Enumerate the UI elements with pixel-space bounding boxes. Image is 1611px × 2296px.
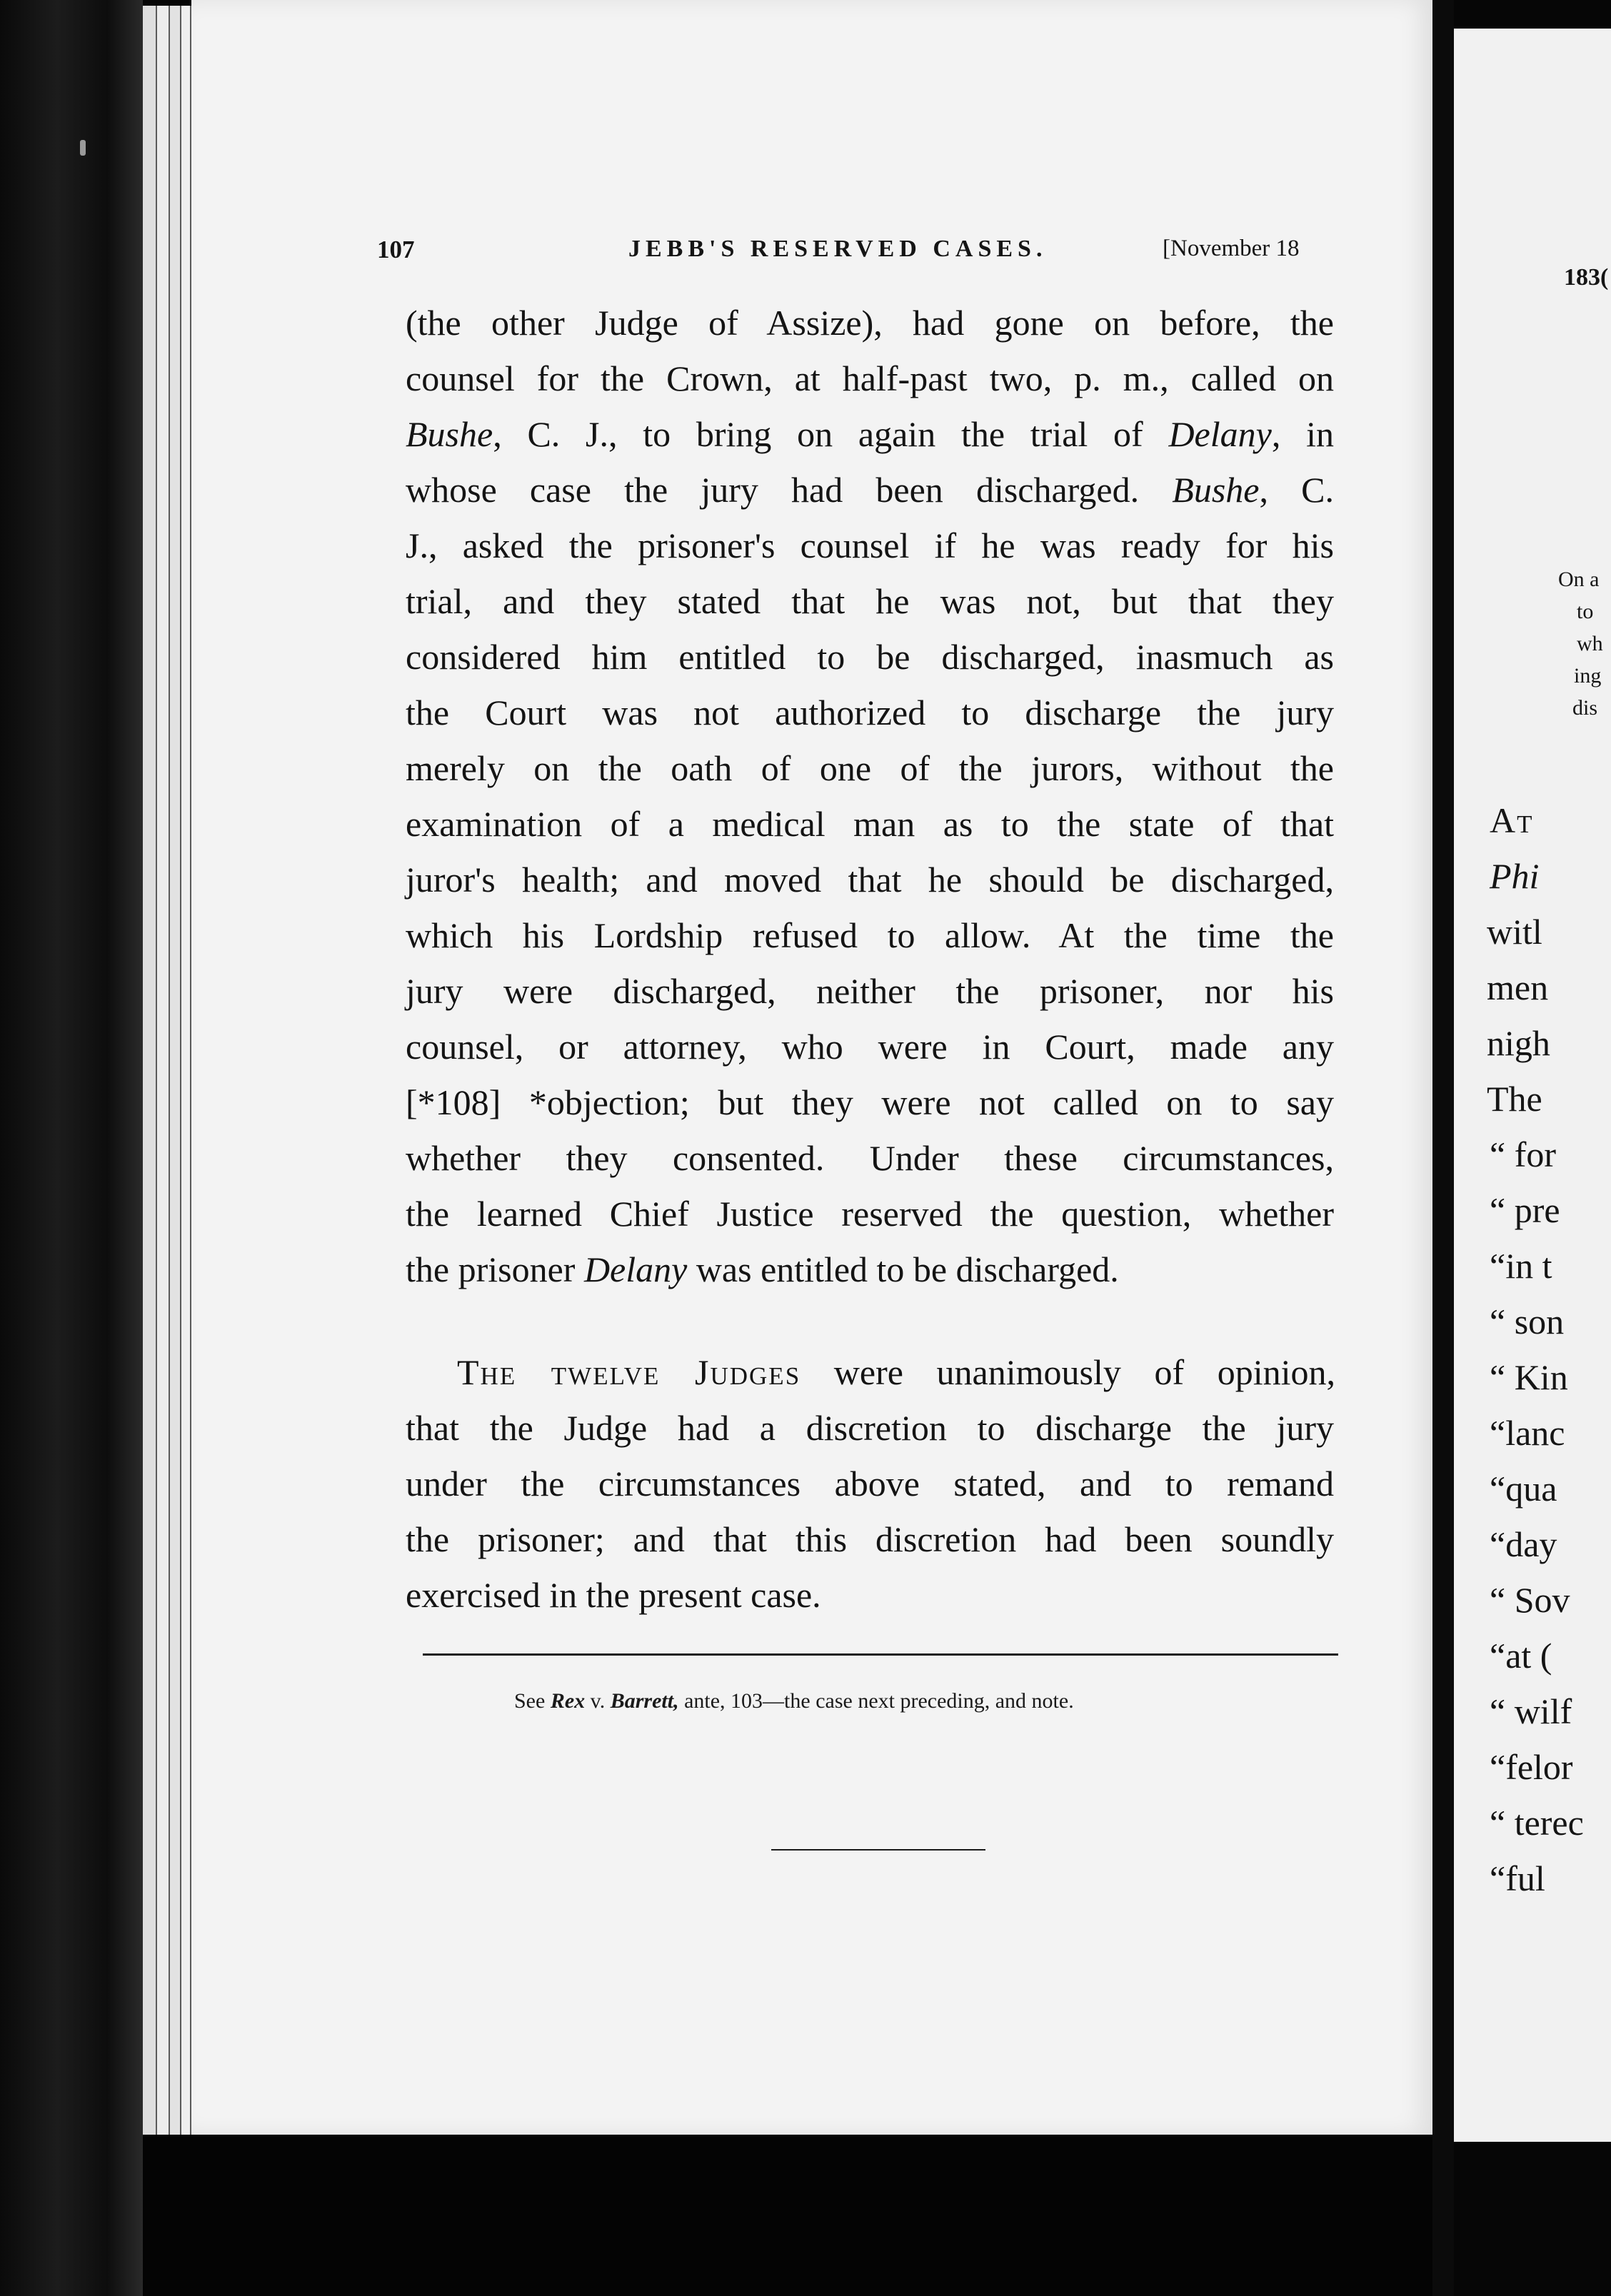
case-name: Barrett, — [610, 1689, 679, 1713]
text-line: trial, and they stated that he was not, but that they — [406, 581, 1334, 621]
text-line: exercised in the present case. — [406, 1575, 821, 1615]
text-line: “ Sov — [1490, 1580, 1570, 1620]
text-line: juror's health; and moved that he should be discharged, — [406, 860, 1334, 900]
text-line: the prisoner; and that this discretion had been soundly — [406, 1519, 1334, 1559]
text-span: , C. J., to bring on again the trial of — [493, 414, 1169, 454]
text-span: were unanimously of opinion, — [801, 1352, 1336, 1392]
end-rule — [771, 1849, 985, 1851]
text-line: The — [1487, 1079, 1542, 1119]
text-span: ante, 103—the case next preceding, and note. — [678, 1689, 1074, 1713]
side-note: to — [1577, 600, 1594, 623]
text-line: Phi — [1490, 856, 1540, 896]
adjacent-page — [1454, 29, 1611, 2142]
judge-name: Bushe — [406, 414, 493, 454]
page-gutter — [1432, 0, 1454, 2296]
date-head: [November 18 — [1163, 236, 1300, 261]
case-name: Delany — [583, 1249, 688, 1289]
text-line: whether they consented. Under these circumstances, — [406, 1138, 1334, 1178]
text-line: nigh — [1487, 1023, 1550, 1063]
text-line: “ son — [1490, 1301, 1565, 1341]
page-edge — [143, 6, 157, 2148]
case-name: Rex — [550, 1689, 586, 1713]
text-line: men — [1487, 967, 1549, 1007]
footnote — [514, 1689, 1074, 1713]
text-span: was entitled to be discharged. — [687, 1249, 1119, 1289]
text-line: “at ( — [1490, 1636, 1552, 1676]
running-head: JEBB'S RESERVED CASES. — [628, 236, 1048, 262]
text-line — [406, 1242, 1334, 1297]
judge-name: Bushe — [1172, 470, 1260, 510]
side-note: On a — [1558, 568, 1600, 591]
text-line: counsel, or attorney, who were in Court, made any — [406, 1027, 1334, 1067]
text-line: J., asked the prisoner's counsel if he was ready for his — [406, 525, 1334, 565]
text-line: considered him entitled to be discharged, inasmuch as — [406, 637, 1334, 677]
text-line: “ful — [1490, 1858, 1545, 1898]
text-line: counsel for the Crown, at half-past two, p. m., called on — [406, 358, 1334, 398]
text-span: whose case the jury had been discharged. — [406, 470, 1173, 510]
text-line: “ Kin — [1490, 1357, 1568, 1397]
side-note: ing — [1574, 664, 1602, 688]
page-number: 107 — [377, 236, 415, 263]
page-edge — [157, 6, 170, 2148]
small-caps-text: The twelve Judges — [457, 1352, 801, 1392]
text-span: the prisoner — [406, 1249, 584, 1289]
text-line: “felor — [1490, 1747, 1573, 1787]
page-edge — [181, 6, 191, 2148]
text-span: v. — [585, 1689, 611, 1713]
text-line: “qua — [1490, 1469, 1557, 1509]
binding-mark — [80, 140, 86, 156]
text-line: “ terec — [1490, 1803, 1584, 1843]
text-line — [406, 462, 1334, 518]
text-line: merely on the oath of one of the jurors, without the — [406, 748, 1334, 788]
text-line: the learned Chief Justice reserved the question, whether — [406, 1194, 1334, 1234]
text-line: which his Lordship refused to allow. At the time the — [406, 915, 1334, 955]
page-edge — [170, 6, 181, 2148]
text-line: jury were discharged, neither the prisoner, nor his — [406, 971, 1334, 1011]
text-line: witl — [1487, 912, 1542, 952]
text-line: (the other Judge of Assize), had gone on before, the — [406, 303, 1334, 343]
side-note: dis — [1572, 696, 1598, 720]
text-span: , C. — [1259, 470, 1334, 510]
book-binding — [0, 0, 143, 2296]
text-span: , in — [1271, 414, 1334, 454]
page-shadow-bottom — [143, 2135, 1435, 2296]
text-line — [406, 406, 1334, 462]
text-line: At — [1490, 800, 1534, 840]
text-line: [*108] *objection; but they were not called on to say — [406, 1082, 1334, 1122]
text-line — [457, 1344, 1335, 1400]
text-line: that the Judge had a discretion to discharge the jury — [406, 1408, 1334, 1448]
text-line: under the circumstances above stated, and to remand — [406, 1464, 1334, 1504]
text-line: “ pre — [1490, 1190, 1560, 1230]
side-note: wh — [1577, 632, 1603, 655]
case-name: Delany — [1168, 414, 1272, 454]
text-line: “ for — [1490, 1134, 1556, 1174]
text-line: “in t — [1490, 1246, 1552, 1286]
footnote-rule — [423, 1653, 1338, 1656]
text-line: the Court was not authorized to discharge the jury — [406, 693, 1334, 732]
text-line: “lanc — [1490, 1413, 1565, 1453]
text-line: examination of a medical man as to the state of that — [406, 804, 1334, 844]
adjacent-page-header: 183( — [1564, 264, 1609, 291]
text-line: “day — [1490, 1524, 1557, 1564]
text-line: “ wilf — [1490, 1691, 1572, 1731]
text-span: See — [514, 1689, 551, 1713]
